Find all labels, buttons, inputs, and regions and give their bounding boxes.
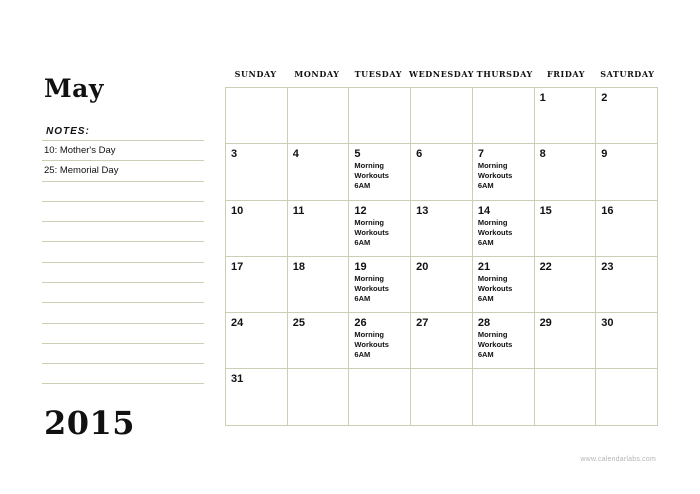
- day-cell[interactable]: [349, 369, 411, 425]
- event-text: 6AM: [354, 350, 371, 360]
- weekday-label: MONDAY: [294, 69, 340, 79]
- month-title: May: [44, 74, 104, 103]
- event-text: 6AM: [477, 181, 494, 191]
- note-line: [42, 343, 204, 363]
- day-number: 30: [601, 317, 614, 330]
- day-cell[interactable]: [411, 144, 473, 200]
- day-number: 21: [477, 260, 491, 273]
- event-text: Morning: [354, 330, 384, 340]
- day-cell[interactable]: [288, 88, 350, 144]
- day-number: 9: [601, 148, 608, 161]
- day-number: 16: [601, 204, 614, 217]
- event-text: Morning: [477, 273, 508, 283]
- event-text: Morning: [354, 273, 384, 283]
- day-number: 25: [292, 317, 305, 330]
- event-text: Morning: [477, 161, 508, 171]
- event-text: 6AM: [477, 237, 494, 247]
- day-number: 23: [601, 260, 614, 273]
- day-number: 19: [354, 260, 367, 273]
- day-cell[interactable]: [473, 369, 535, 425]
- day-cell[interactable]: [411, 201, 473, 257]
- day-cell[interactable]: [349, 257, 411, 313]
- note-line: [42, 282, 204, 302]
- day-cell[interactable]: [288, 369, 350, 425]
- note-line: 10: Mother's Day: [42, 140, 204, 160]
- day-cell[interactable]: [473, 257, 535, 313]
- day-cell[interactable]: [596, 257, 658, 313]
- day-cell[interactable]: [473, 313, 535, 369]
- day-cell[interactable]: [596, 201, 658, 257]
- note-line: [42, 241, 204, 261]
- day-number: 3: [231, 148, 238, 161]
- event-text: 6AM: [354, 237, 371, 247]
- event-text: Workouts: [354, 340, 389, 350]
- day-number: 1: [539, 92, 546, 104]
- day-cell[interactable]: [473, 144, 535, 200]
- day-cell[interactable]: [535, 257, 597, 313]
- event-text: 6AM: [354, 293, 371, 303]
- notes-list: [42, 140, 204, 384]
- day-cell[interactable]: [226, 257, 288, 313]
- day-cell[interactable]: [411, 313, 473, 369]
- day-cell[interactable]: [349, 201, 411, 257]
- event-text: Workouts: [354, 171, 389, 181]
- event-text: Morning: [477, 217, 508, 227]
- day-number: 27: [416, 317, 429, 330]
- day-cell[interactable]: [349, 88, 411, 144]
- event-text: 6AM: [477, 293, 494, 303]
- year-title: 2015: [44, 404, 136, 442]
- day-cell[interactable]: [226, 369, 288, 425]
- note-line: 25: Memorial Day: [42, 160, 204, 180]
- day-number: 7: [477, 148, 484, 161]
- day-cell[interactable]: [596, 88, 658, 144]
- weekday-label: SUNDAY: [234, 69, 277, 79]
- weekday-label: TUESDAY: [354, 69, 403, 79]
- event-text: Workouts: [354, 283, 389, 293]
- event-text: Workouts: [477, 340, 513, 350]
- day-number: 31: [231, 373, 244, 386]
- day-number: 14: [477, 204, 491, 217]
- day-number: 2: [601, 92, 608, 104]
- day-cell[interactable]: [473, 88, 535, 144]
- day-cell[interactable]: [288, 201, 350, 257]
- event-text: Morning: [354, 217, 384, 227]
- note-line: [42, 262, 204, 282]
- weekday-label: FRIDAY: [546, 69, 586, 79]
- weekday-label: THURSDAY: [476, 69, 533, 79]
- event-text: Workouts: [477, 227, 513, 237]
- weekday-label: SATURDAY: [600, 69, 655, 79]
- calendar-grid: [225, 87, 658, 426]
- day-cell[interactable]: [535, 88, 597, 144]
- note-line: [42, 221, 204, 241]
- note-line: [42, 302, 204, 322]
- day-cell[interactable]: [535, 369, 597, 425]
- day-cell[interactable]: [349, 144, 411, 200]
- calendar: [225, 66, 658, 426]
- event-text: Morning: [354, 161, 384, 171]
- event-text: Morning: [477, 330, 508, 340]
- day-cell[interactable]: [411, 88, 473, 144]
- day-cell[interactable]: [288, 144, 350, 200]
- day-cell[interactable]: [535, 201, 597, 257]
- footer-link[interactable]: www.calendarlabs.com: [580, 456, 656, 463]
- event-text: 6AM: [354, 181, 371, 191]
- day-cell[interactable]: [535, 313, 597, 369]
- note-line: [42, 363, 204, 383]
- weekday-label: WEDNESDAY: [408, 69, 475, 79]
- notes-heading: NOTES:: [46, 126, 90, 137]
- day-cell[interactable]: [411, 257, 473, 313]
- note-line: [42, 323, 204, 343]
- day-number: 26: [354, 317, 367, 330]
- event-text: Workouts: [477, 171, 513, 181]
- day-number: 24: [231, 317, 244, 330]
- day-number: 6: [416, 148, 423, 161]
- day-number: 28: [477, 317, 491, 330]
- day-cell[interactable]: [411, 369, 473, 425]
- day-cell[interactable]: [596, 369, 658, 425]
- day-number: 17: [231, 260, 244, 273]
- day-number: 8: [539, 148, 546, 161]
- day-number: 12: [354, 204, 367, 217]
- day-number: 13: [416, 204, 429, 217]
- day-number: 4: [292, 148, 299, 161]
- day-number: 20: [416, 260, 429, 273]
- day-cell[interactable]: [596, 144, 658, 200]
- day-cell[interactable]: [226, 313, 288, 369]
- day-cell[interactable]: [596, 313, 658, 369]
- event-text: Workouts: [354, 227, 389, 237]
- day-number: 11: [292, 204, 305, 217]
- day-number: 29: [539, 317, 552, 330]
- day-number: 18: [292, 260, 305, 273]
- day-cell[interactable]: [535, 144, 597, 200]
- event-text: Workouts: [477, 283, 513, 293]
- note-line: [42, 181, 204, 201]
- day-cell[interactable]: [349, 313, 411, 369]
- day-number: 22: [539, 260, 552, 273]
- event-text: 6AM: [477, 350, 494, 360]
- day-number: 5: [354, 148, 361, 161]
- day-cell[interactable]: [226, 201, 288, 257]
- day-cell[interactable]: [226, 144, 288, 200]
- day-number: 10: [231, 204, 244, 217]
- day-cell[interactable]: [473, 201, 535, 257]
- note-line: [42, 201, 204, 221]
- day-number: 15: [539, 204, 552, 217]
- day-cell[interactable]: [288, 313, 350, 369]
- day-cell[interactable]: [288, 257, 350, 313]
- weekday-header: [225, 66, 658, 87]
- day-cell[interactable]: [226, 88, 288, 144]
